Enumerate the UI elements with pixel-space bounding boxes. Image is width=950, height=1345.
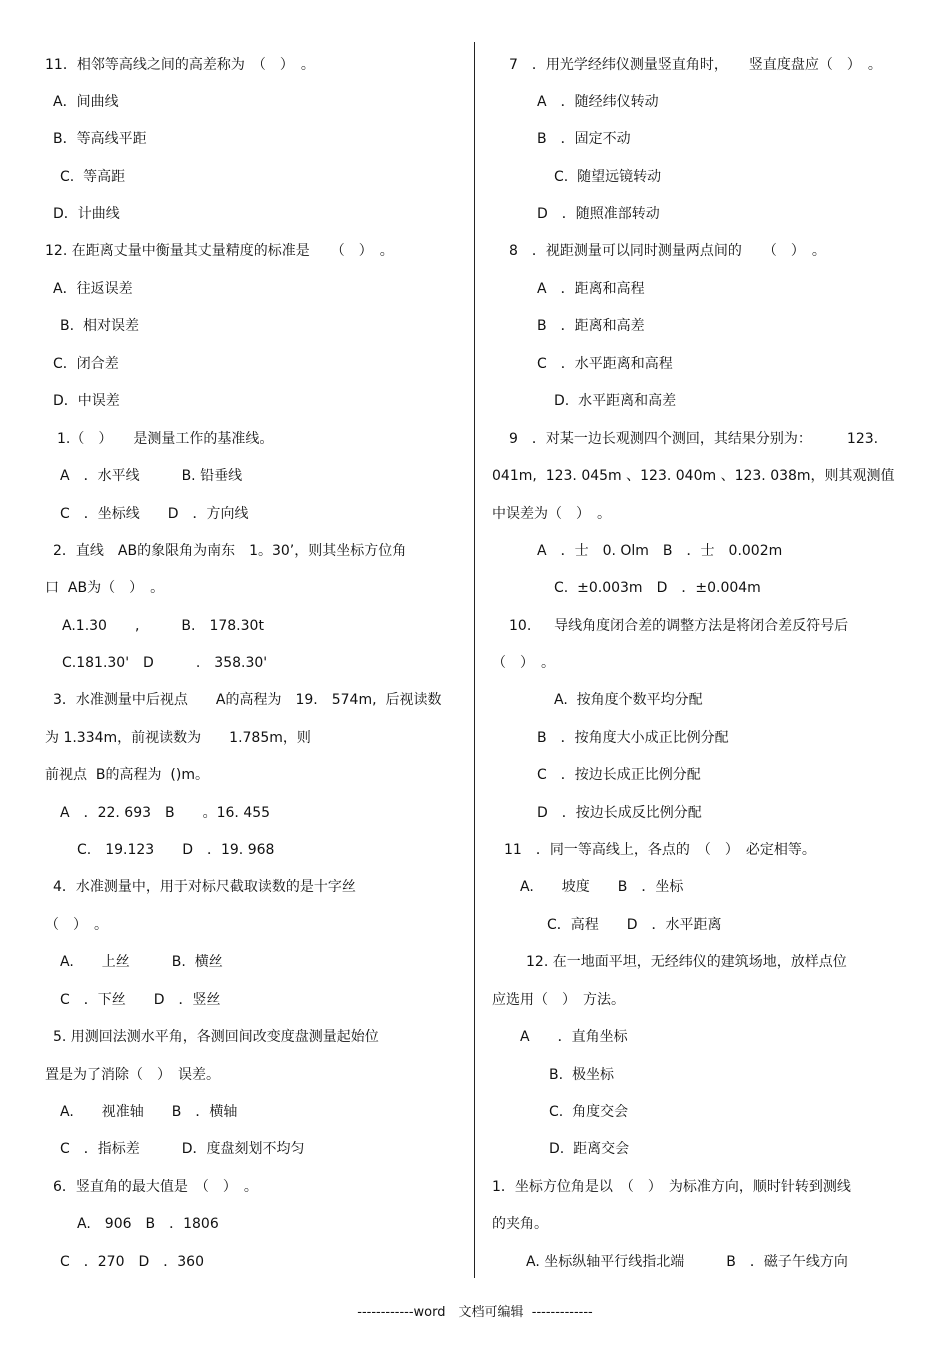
right-q10-option-c: C ．按边长成正比例分配 (537, 767, 701, 783)
right-q8-option-d: D. 水平距离和高差 (554, 393, 677, 409)
right-q8-option-c: C ．水平距离和高程 (537, 356, 673, 372)
left-q2-options-cd: C.181.30' D . 358.30' (62, 655, 268, 671)
right-q11-stem: 11 ．同一等高线上，各点的 （ ） 必定相等。 (504, 842, 816, 858)
right-q9-stem-line2: 041m, 123. 045m 、123. 040m 、123. 038m，则其观测值 (492, 468, 895, 484)
right-q1-options-ab: A. 坐标纵轴平行线指北端 B ．磁子午线方向 (526, 1254, 848, 1270)
left-q2-options-ab: A.1.30 , B. 178.30t (62, 618, 264, 634)
left-q6-stem: 6．竖直角的最大值是 （ ） 。 (53, 1179, 258, 1195)
right-q10-option-a: A. 按角度个数平均分配 (554, 692, 703, 708)
right-q7-option-d: D ．随照准部转动 (537, 206, 660, 222)
left-q1-stem: 1.（ ） 是测量工作的基准线。 (57, 431, 274, 447)
left-q3-options-ab: A ．22. 693 B 。16. 455 (60, 805, 271, 821)
left-q1-options-cd: C ．坐标线 D ．方向线 (60, 506, 249, 522)
left-q2-stem-line1: 2．直线 AB的象限角为南东 1。30’，则其坐标方位角 (53, 543, 407, 559)
left-q3-stem-line2: 为 1.334m，前视读数为 1.785m，则 (45, 730, 311, 746)
page-footer: ------------word 文档可编辑 ------------- (357, 1305, 593, 1320)
left-q11-option-d: D．计曲线 (53, 206, 120, 222)
left-q4-stem-line1: 4．水准测量中，用于对标尺截取读数的是十字丝 (53, 879, 356, 895)
left-q4-options-ab: A. 上丝 B. 横丝 (60, 954, 223, 970)
left-q5-options-ab: A. 视准轴 B ．横轴 (60, 1104, 238, 1120)
right-q11-options-ab: A. 坡度 B ．坐标 (520, 879, 684, 895)
right-q7-option-c: C. 随望远镜转动 (554, 169, 662, 185)
right-q1-stem-line2: 的夹角。 (492, 1216, 548, 1232)
left-q5-stem-line1: 5. 用测回法测水平角，各测回间改变度盘测量起始位 (53, 1029, 379, 1045)
right-q9-options-cd: C. ±0.003m D ．±0.004m (554, 580, 761, 596)
right-q10-stem-line1: 10. 导线角度闭合差的调整方法是将闭合差反符号后 (509, 618, 849, 634)
left-q11-option-a: A．间曲线 (53, 94, 119, 110)
left-q12-option-a: A．往返误差 (53, 281, 133, 297)
right-q8-option-b: B ．距离和高差 (537, 318, 645, 334)
right-q7-option-b: B ．固定不动 (537, 131, 631, 147)
right-q9-options-ab: A ．士 0. Olm B ．士 0.002m (537, 543, 783, 559)
left-q2-stem-line2: 口 AB为（ ） 。 (45, 580, 165, 596)
right-q12-option-b: B. 极坐标 (549, 1067, 614, 1083)
left-q11-option-c: C. 等高距 (60, 169, 126, 185)
right-q12-option-d: D. 距离交会 (549, 1141, 630, 1157)
left-q5-options-cd: C ．指标差 D．度盘刻划不均匀 (60, 1141, 305, 1157)
column-divider (474, 42, 475, 1278)
right-q12-stem-line1: 12. 在一地面平坦，无经纬仪的建筑场地，放样点位 (526, 954, 847, 970)
left-q4-options-cd: C ．下丝 D ．竖丝 (60, 992, 221, 1008)
right-q8-stem: 8 ．视距测量可以同时测量两点间的 （ ） 。 (509, 243, 826, 259)
right-q10-stem-line2: （ ） 。 (492, 655, 555, 671)
left-q3-stem-line1: 3．水准测量中后视点 A的高程为 19. 574m, 后视读数 (53, 692, 442, 708)
left-q4-stem-line2: （ ） 。 (45, 917, 108, 933)
left-q6-options-ab: A. 906 B ．1806 (77, 1216, 219, 1232)
right-q1-stem-line1: 1．坐标方位角是以 （ ） 为标准方向，顺时针转到测线 (492, 1179, 851, 1195)
left-q3-options-cd: C. 19.123 D ．19. 968 (77, 842, 275, 858)
right-q7-stem: 7 ．用光学经纬仪测量竖直角时， 竖直度盘应（ ） 。 (509, 57, 882, 73)
right-q10-option-b: B ．按角度大小成正比例分配 (537, 730, 729, 746)
left-q6-options-cd: C ．270 D ．360 (60, 1254, 204, 1270)
right-q9-stem-line1: 9 ．对某一边长观测四个测回，其结果分别为： 123. (509, 431, 879, 447)
left-q11-option-b: B．等高线平距 (53, 131, 147, 147)
left-q12-option-c: C．闭合差 (53, 356, 119, 372)
left-q12-option-b: B. 相对误差 (60, 318, 139, 334)
right-q7-option-a: A ．随经纬仪转动 (537, 94, 659, 110)
left-q12-stem: 12. 在距离丈量中衡量其丈量精度的标准是 （ ） 。 (45, 243, 394, 259)
right-q8-option-a: A ．距离和高程 (537, 281, 645, 297)
left-q11-stem: 11．相邻等高线之间的高差称为 （ ） 。 (45, 57, 315, 73)
left-q3-stem-line3: 前视点 B的高程为 ()m。 (45, 767, 209, 783)
left-q5-stem-line2: 置是为了消除（ ） 误差。 (45, 1067, 220, 1083)
right-q9-stem-line3: 中误差为（ ） 。 (492, 506, 611, 522)
right-q12-stem-line2: 应选用（ ） 方法。 (492, 992, 625, 1008)
right-q10-option-d: D ．按边长成反比例分配 (537, 805, 702, 821)
right-q11-options-cd: C．高程 D ．水平距离 (547, 917, 722, 933)
right-q12-option-a: A ．直角坐标 (520, 1029, 628, 1045)
right-q12-option-c: C. 角度交会 (549, 1104, 629, 1120)
left-q12-option-d: D．中误差 (53, 393, 120, 409)
left-q1-options-ab: A ．水平线 B. 铅垂线 (60, 468, 243, 484)
